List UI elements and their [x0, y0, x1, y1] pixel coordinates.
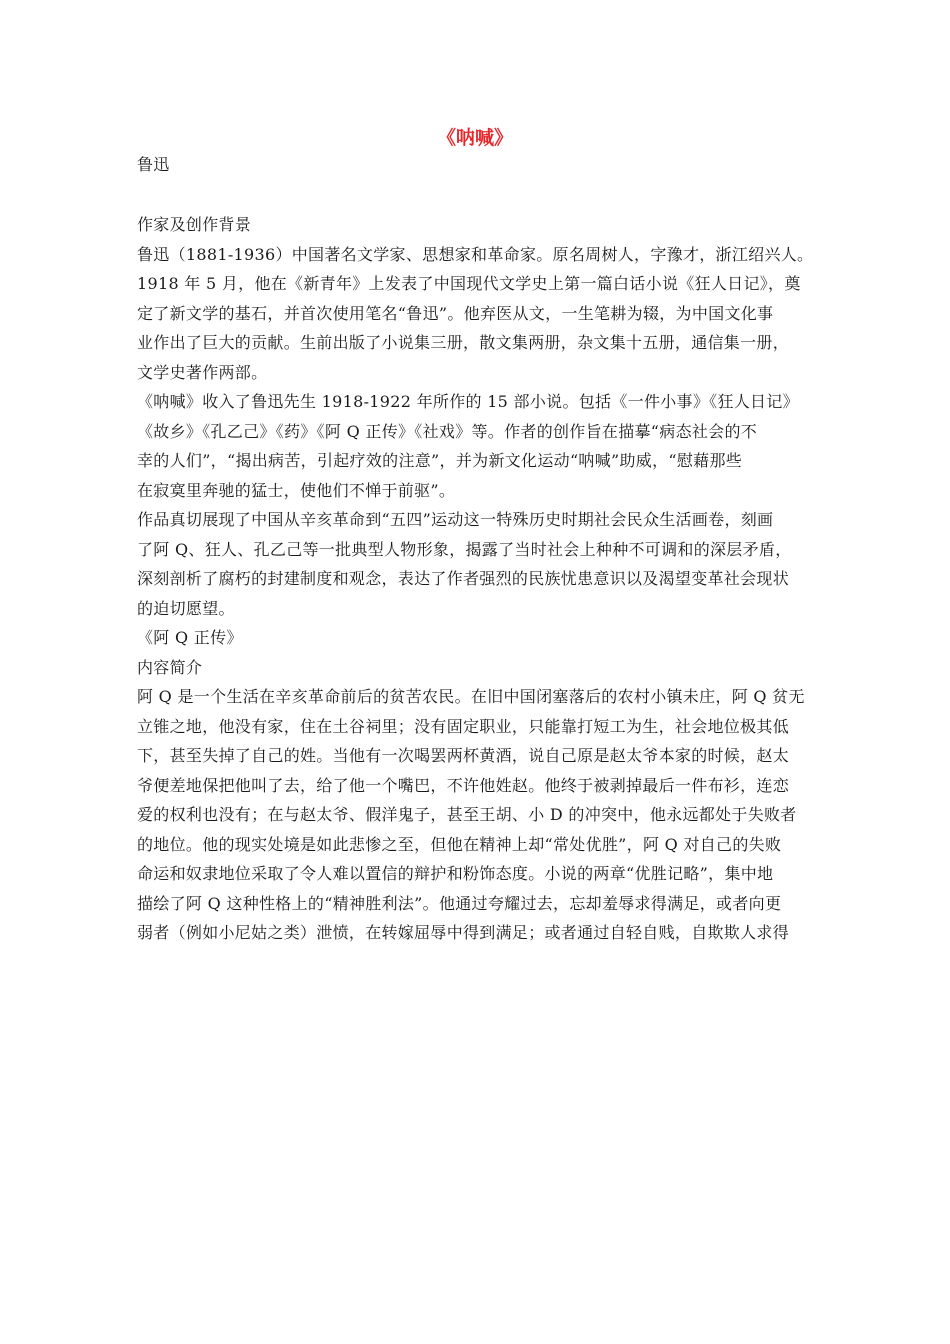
text-line: 的地位。他的现实处境是如此悲惨之至，但他在精神上却“常处优胜”，阿 Q 对自己的失败 — [137, 834, 782, 854]
section-heading-summary: 内容简介 — [137, 657, 203, 677]
text-line: 1918 年 5 月，他在《新青年》上发表了中国现代文学史上第一篇白话小说《狂人日记》，奠 — [137, 274, 801, 293]
text-line: 深刻剖析了腐朽的封建制度和观念，表达了作者强烈的民族忧患意识以及渴望变革社会现状 — [137, 569, 790, 588]
document-title: 《呐喊》 — [436, 127, 513, 149]
main-content — [137, 210, 827, 948]
text-line: 阿 Q 是一个生活在辛亥革命前后的贫苦农民。在旧中国闭塞落后的农村小镇未庄，阿 Q 贫无 — [137, 687, 805, 706]
text-line: 下，甚至失掉了自己的姓。当他有一次喝罢两杯黄酒，说自己原是赵太爷本家的时候，赵太 — [137, 746, 790, 765]
text-line: 作品真切展现了中国从辛亥革命到“五四”运动这一特殊历史时期社会民众生活画卷，刻画 — [137, 510, 774, 529]
text-line: 鲁迅（1881-1936）中国著名文学家、思想家和革命家。原名周树人，字豫才，浙江绍兴人。 — [137, 244, 814, 264]
story-title: 《阿 Q 正传》 — [137, 628, 243, 647]
text-line: 描绘了阿 Q 这种性格上的“精神胜利法”。他通过夸耀过去，忘却羞辱求得满足，或者向更 — [137, 893, 782, 913]
text-line: 幸的人们”，“揭出病苦，引起疗效的注意”，并为新文化运动“呐喊”助威，“慰藉那些 — [137, 451, 743, 470]
text-line: 爱的权利也没有；在与赵太爷、假洋鬼子，甚至王胡、小 D 的冲突中，他永远都处于失败者 — [137, 805, 797, 824]
section-heading-background: 作家及创作背景 — [137, 215, 252, 234]
text-line: 《呐喊》收入了鲁迅先生 1918-1922 年所作的 15 部小说。包括《一件小事》《狂人日记》 — [137, 392, 799, 411]
text-line: 在寂寞里奔驰的猛士，使他们不惮于前驱”。 — [137, 480, 456, 500]
text-line: 命运和奴隶地位采取了令人难以置信的辩护和粉饰态度。小说的两章“优胜记略”，集中地 — [137, 864, 774, 883]
text-line: 立锥之地，他没有家，住在土谷祠里；没有固定职业，只能靠打短工为生，社会地位极其低 — [137, 716, 790, 736]
author-name: 鲁迅 — [137, 155, 170, 174]
text-line: 文学史著作两部。 — [137, 362, 268, 382]
text-line: 爷便差地保把他叫了去，给了他一个嘴巴，不许他姓赵。他终于被剥掉最后一件布衫，连恋 — [137, 775, 790, 795]
text-line: 业作出了巨大的贡献。生前出版了小说集三册，散文集两册，杂文集十五册，通信集一册， — [137, 333, 790, 352]
text-line: 了阿 Q、狂人、孔乙己等一批典型人物形象，揭露了当时社会上种种不可调和的深层矛盾， — [137, 539, 792, 559]
text-line: 弱者（例如小尼姑之类）泄愤，在转嫁屈辱中得到满足；或者通过自轻自贱，自欺欺人求得 — [137, 923, 790, 942]
text-line: 定了新文学的基石，并首次使用笔名“鲁迅”。他弃医从文，一生笔耕为辍，为中国文化事 — [137, 303, 774, 323]
text-line: 的迫切愿望。 — [137, 598, 235, 618]
text-line: 《故乡》《孔乙己》《药》《阿 Q 正传》《社戏》等。作者的创作旨在描摹“病态社会的不 — [137, 421, 758, 441]
